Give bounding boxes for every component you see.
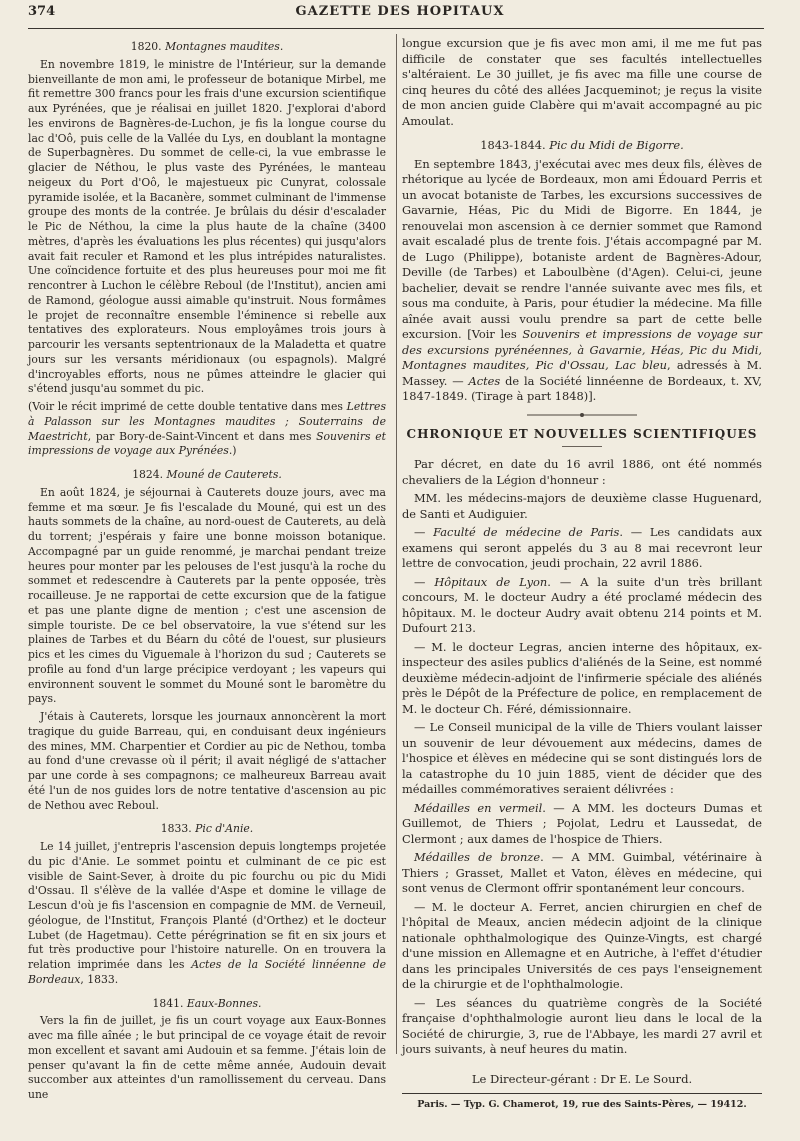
italic-run: Faculté de médecine de Paris — [433, 525, 620, 539]
text-run: .) — [228, 444, 237, 458]
section-year: 1841. — [152, 996, 184, 1010]
section-title: Eaux-Bonnes. — [186, 996, 262, 1010]
left-column — [28, 36, 386, 1106]
section-title: Montagnes maudites. — [165, 40, 284, 53]
paragraph — [402, 575, 762, 637]
section-year: 1833. — [160, 822, 192, 836]
section-title: Mouné de Cauterets. — [166, 468, 282, 481]
italic-run: Actes de la Société linnéenne de Bordeaux — [28, 958, 386, 986]
header-rule — [28, 28, 764, 29]
paragraph — [402, 850, 762, 897]
italic-run: Médailles en vermeil — [414, 800, 543, 815]
director-signature: Le Directeur-gérant : Dr E. Le Sourd. — [471, 1071, 693, 1086]
paragraph — [28, 400, 386, 459]
right-column — [402, 36, 762, 1113]
italic-run: Souvenirs et impressions de voyage sur des excursions pyrénéennes, à Gavarnie, Héas, Pic du Midi, Montagnes maudites, Pic d'Ossau, Lac bleu — [402, 327, 762, 372]
text-run: — — [414, 525, 434, 539]
italic-run: Souvenirs et impressions de voyage aux Pyrénées — [28, 429, 386, 458]
paragraph — [402, 157, 762, 405]
text-run: (Voir le récit imprimé de cette double tentative dans mes — [28, 400, 347, 413]
chronique-rule — [562, 446, 602, 447]
ornament-rule-icon — [527, 411, 637, 419]
paragraph: — Les séances du quatrième congrès de la Société française d'ophthalmologie auront lieu dans le local de la Société de chirurgie, 3, rue de l'Abbaye, les mardi 27 avril et jours suivants, à neuf heures du matin. — [402, 995, 762, 1056]
text-run: . — A MM. les docteurs Dumas et Guillemot, de Thiers ; Pojolat, Ledru et Laussedat, de Clermont ; aux dames de l'hospice de Thiers. — [402, 800, 762, 846]
chronique-heading: CHRONIQUE ET NOUVELLES SCIENTIFIQUES — [406, 426, 758, 441]
paragraph: — Le Conseil municipal de la ville de Thiers voulant laisser un souvenir de leur dévouement aux médecins, dames de l'hospice et élèves en médecine qui se sont distingués lors de la catastrophe du 10 juin 1885, vient de décider que des médailles commémoratives seraient délivrées : — [402, 720, 762, 796]
running-title: GAZETTE DES HOPITAUX — [295, 4, 505, 19]
text-run: . — A MM. Guimbal, vétérinaire à Thiers ; Grasset, Mallet et Vaton, élèves en médecine, qui sont venus de Clermont offrir spontanément leur concours. — [402, 850, 762, 895]
paragraph: — M. le docteur A. Ferret, ancien chirurgien en chef de l'hôpital de Meaux, ancien médecin adjoint de la clinique nationale ophthalmologique des Quinze-Vingts, est chargé d'une mission en Allemagne et en Autriche, à l'effet d'étudier dans les principales Universités de ces pays l'enseignement de la chirurgie et de l'ophthalmologie. — [402, 899, 762, 991]
text-run: , adressés à M. Massey. — — [402, 358, 763, 388]
printer-imprint: Paris. — Typ. G. Chamerot, 19, rue des Saints-Pères, — 19412. — [417, 1099, 747, 1110]
text-run: En septembre 1843, j'exécutai avec mes deux fils, élèves de rhétorique au lycée de Bordeaux, mon ami Édouard Perris et un avocat botaniste de Tarbes, les excursions successives de Gavarnie, Héas, Pic du Midi de Bigorre. En 1844, je renouvelai mon ascension à ce dernier sommet que Ramond avait escaladé plus de trente fois. J'étais accompagné par M. de Lugo (Philippe), botaniste ardent de Bagnères-Adour, Deville (de Tarbes) et Laboulbène (d'Agen). Celui-ci, jeune bachelier, devait se rendre l'année suivante avec mes fils, et sous ma conduite, à Paris, pour étudier la médecine. Ma fille aînée avait aussi voulu prendre sa part de cette belle excursion. [Voir les — [402, 156, 762, 341]
paragraph: En novembre 1819, le ministre de l'Intérieur, sur la demande bienveillante de mon ami, le professeur de botanique Mirbel, me fit remettre 300 francs pour les frais d'une excursion scientifique aux Pyrénées, que je réalisai en juillet 1820. J'explorai d'abord les environs de Bagnères-de-Luchon, je fis la longue course du lac d'Oô, puis celle de la Vallée du Lys, en doublant la montagne de Superbagnères. Du sommet de celle-ci, la vue embrasse le glacier de Néthou, le plus vaste des Pyrénées, le manteau neigeux du Port d'Oô, le majestueux pic Cunyrat, colossale pyramide isolée, et la Bacanère, sommet culminant de l'immense groupe des monts de la contrée. Je brûlais du désir d'escalader le Pic de Néthou, la cime la plus haute de la chaîne (3400 mètres, d'après les évaluations les plus récentes) qui jusqu'alors avait fait reculer et Ramond et les plus intrépides naturalistes. Une coïncidence fortuite et des plus heureuses pour moi me fit rencontrer à Luchon le célèbre Reboul (de l'Institut), ancien ami de Ramond, géologue aussi aimable qu'instruit. Nous formâmes le projet de reconnaître ensemble l'éminence si rebelle aux tentatives des explorateurs. Nous employâmes trois jours à parcourir les versants septentrionaux de la Maladetta et quatre jours sur les versants méridionaux (ou espagnols). Malgré d'incroyables efforts, nous ne pûmes atteindre le glacier qui s'étend jusqu'au sommet du pic. — [28, 57, 386, 396]
paragraph: J'étais à Cauterets, lorsque les journaux annoncèrent la mort tragique du guide Barreau, qui, en conduisant deux ingénieurs des mines, MM. Charpentier et Cordier au pic de Nethou, tomba au fond d'une crevasse où il périt; il avait négligé de s'attacher par une corde à ses compagnons; ce malheureux Barreau avait été l'un de nos guides lors de notre tentative d'ascension au pic de Nethou avec Reboul. — [28, 710, 386, 812]
paragraph: Par décret, en date du 16 avril 1886, ont été nommés chevaliers de la Légion d'honneur : — [402, 457, 762, 487]
section-title: Pic du Midi de Bigorre. — [549, 138, 684, 152]
page-number: 374 — [28, 4, 56, 19]
section-title: Pic d'Anie. — [195, 822, 254, 836]
paragraph: En août 1824, je séjournai à Cauterets douze jours, avec ma femme et ma sœur. Je fis l'escalade du Mouné, qui est un des hauts sommets de la chaîne, au nord-ouest de Cauterets, au delà du torrent; j'espérais y faire une bonne moisson botanique. Accompagné par un guide renommé, je marchai pendant treize heures pour monter par les pelouses de l'est jusqu'à la roche du sommet et redescendre à Cauterets par la pente opposée, très rocailleuse. Je ne rapportai de cette excursion que de la fatigue et pas une plante digne de mention ; c'est une ascension de simple touriste. De ce bel observatoire, la vue s'étend sur les plaines de Tarbes et du Béarn du côté de l'ouest, sur plusieurs pics et les cimes du Viguemale à l'horizon du sud ; Cauterets se profile au fond d'un large précipice verdoyant ; les vapeurs qui environnent souvent le sommet du Mouné sont le baromètre du pays. — [28, 485, 386, 706]
text-run: — — [414, 574, 435, 589]
paragraph — [28, 840, 386, 988]
section-year: 1824. — [132, 468, 164, 481]
section-year: 1843-1844. — [480, 138, 546, 152]
section-ornament — [402, 411, 762, 419]
section-heading-1833 — [28, 822, 386, 837]
paragraph: MM. les médecins-majors de deuxième classe Huguenard, de Santi et Audiguier. — [402, 491, 762, 521]
italic-run: Médailles de bronze — [414, 850, 541, 864]
paragraph: longue excursion que je fis avec mon ami, il me me fut pas difficile de constater que ses facultés intellectuelles s'altéraient. Le 30 juillet, je fis avec ma fille une course de cinq heures du côté des allées Jacqueminot; je reçus la visite de mon ancien guide Clabère qui m'avait accompagné au pic Amoulat. — [402, 36, 762, 128]
paragraph — [402, 525, 762, 572]
section-year: 1820. — [130, 40, 162, 53]
paragraph: — M. le docteur Legras, ancien interne des hôpitaux, ex-inspecteur des asiles publics d'aliénés de la Seine, est nommé deuxième médecin-adjoint de l'infirmerie spéciale des aliénés près le Dépôt de la Préfecture de police, en remplacement de M. le docteur Ch. Féré, démissionnaire. — [402, 639, 762, 716]
section-heading-1820 — [28, 40, 386, 55]
section-heading-1824 — [28, 468, 386, 483]
text-run: de la Société linnéenne de Bordeaux, t. XV, 1847-1849. (Tirage à part 1848)]. — [402, 373, 763, 403]
text-run: , 1833. — [80, 972, 119, 986]
section-heading-1841 — [28, 997, 386, 1012]
column-divider — [396, 34, 397, 1054]
text-run: . — Les candidats aux examens qui seront appelés du 3 au 8 mai recevront leur lettre de convocation, jeudi prochain, 22 avril 1886. — [402, 525, 762, 570]
section-heading-1843 — [402, 138, 762, 154]
text-run: Le 14 juillet, j'entrepris l'ascension depuis longtemps projetée du pic d'Anie. Le sommet pointu et culminant de ce pic est visible de Saint-Sever, à droite du pic fourchu ou pic du Midi d'Ossau. Il s'élève de la vallée d'Aspe et domine le village de Lescun d'où je fis l'ascension en compagnie de MM. de Verneuil, géologue, de l'Institut, François Planté (d'Orthez) et le docteur Lubet (de Hagetmau). Cette pérégrination se fit en six jours et fut très productive pour l'histoire naturelle. On en trouvera la relation imprimée dans les — [28, 840, 386, 971]
italic-run: Actes — [468, 373, 501, 388]
paragraph: Vers la fin de juillet, je fis un court voyage aux Eaux-Bonnes avec ma fille aînée ; le but principal de ce voyage était de revoir mon excellent et savant ami Audouin et sa femme. J'étais loin de penser qu'avant la fin de cette même année, Audouin devait succomber aux atteintes d'un ramollissement du cerveau. Dans une — [28, 1014, 386, 1101]
paragraph — [402, 801, 762, 848]
text-run: , par Bory-de-Saint-Vincent et dans mes — [87, 429, 317, 443]
text-run: . — A la suite d'un très brillant concours, M. le docteur Audry a été proclamé médecin des hôpitaux. M. le docteur Audry avait obtenu 214 points et M. Dufourt 213. — [402, 574, 763, 635]
italic-run: Hôpitaux de Lyon — [434, 574, 548, 589]
imprint-rule — [402, 1093, 762, 1094]
italic-run: Lettres à Palasson sur les Montagnes maudites ; Souterrains de Maestricht — [28, 400, 386, 443]
